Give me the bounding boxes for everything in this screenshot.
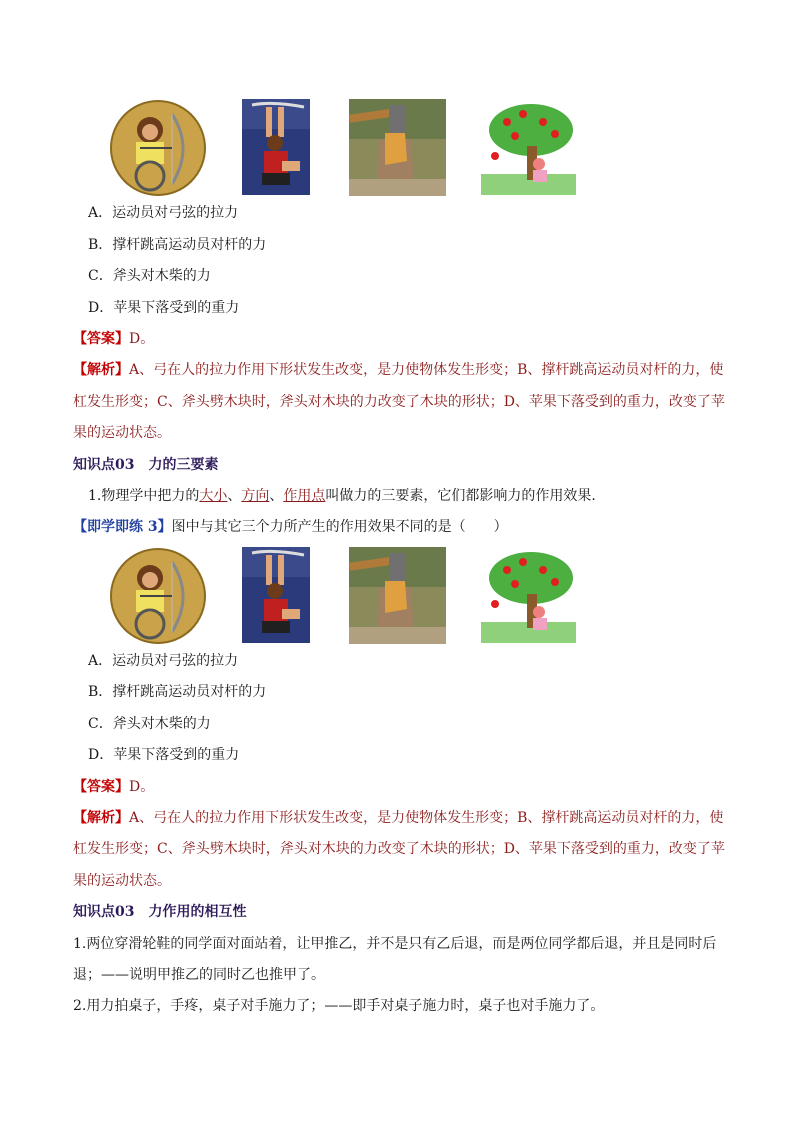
option-text: 苹果下落受到的重力: [113, 747, 240, 763]
option-text: 运动员对弓弦的拉力: [112, 653, 239, 669]
option-letter: D．: [88, 747, 114, 763]
option-d: [88, 298, 239, 318]
option-letter: B．: [88, 237, 113, 253]
option-text: 苹果下落受到的重力: [113, 300, 240, 316]
analysis-label: 【解析】: [73, 810, 129, 826]
analysis-line-2: 杠发生形变；C、斧头劈木块时，斧头对木块的力改变了木块的形状；D、苹果下落受到的重力，改变了苹: [73, 841, 725, 857]
practice-label: 【即学即练 3】: [73, 519, 172, 535]
kp4-paragraph-2: 2.用力拍桌子，手疼，桌子对手施力了；——即手对桌子施力时，桌子也对手施力了。: [73, 998, 605, 1014]
kp3-term-point: 作用点: [283, 488, 326, 504]
option-letter: A．: [88, 205, 113, 221]
analysis-line-2: 杠发生形变；C、斧头劈木块时，斧头对木块的力改变了木块的形状；D、苹果下落受到的重力，改变了苹: [73, 394, 725, 410]
option-c: [88, 266, 211, 286]
analysis-text: A、弓在人的拉力作用下形状发生改变，是力使物体发生形变；B、撑杆跳高运动员对杆的力，使: [129, 362, 724, 378]
kp4-paragraph-1-line-1: 1.两位穿滑轮鞋的同学面对面站着，让甲推乙，并不是只有乙后退，而是两位同学都后退，并且是同时后: [73, 936, 717, 952]
option-b: [88, 682, 266, 702]
option-b: [88, 235, 266, 255]
option-text: 撑杆跳高运动员对杆的力: [112, 237, 267, 253]
kp3-heading: 知识点03 力的三要素: [73, 457, 219, 473]
kp3-paragraph: [88, 486, 596, 506]
option-a: [88, 203, 238, 223]
archer-image: [110, 548, 206, 644]
answer-line: [73, 777, 154, 797]
analysis-line-1: [73, 360, 723, 380]
answer-line: [73, 329, 154, 349]
practice-line: [73, 517, 508, 537]
option-c: [88, 714, 211, 734]
kp3-sep-2: 、: [269, 488, 284, 504]
option-letter: B．: [88, 684, 113, 700]
kp3-term-size: 大小: [199, 488, 228, 504]
analysis-line-1: [73, 808, 723, 828]
analysis-line-3: 果的运动状态。: [73, 425, 171, 441]
pole-vault-image: [242, 547, 310, 643]
kp3-text-pre: 1.物理学中把力的: [88, 488, 200, 504]
option-letter: A．: [88, 653, 113, 669]
kp4-heading: 知识点03 力作用的相互性: [73, 904, 247, 920]
analysis-label: 【解析】: [73, 362, 129, 378]
archer-image: [110, 100, 206, 196]
axe-wood-image: [349, 547, 446, 644]
apple-tree-image: [481, 548, 576, 643]
option-text: 斧头对木柴的力: [112, 268, 211, 284]
option-a: [88, 651, 238, 671]
option-letter: D．: [88, 300, 114, 316]
kp3-sep-1: 、: [227, 488, 242, 504]
option-letter: C．: [88, 268, 113, 284]
axe-wood-image: [349, 99, 446, 196]
option-d: [88, 745, 239, 765]
answer-label: 【答案】: [73, 331, 129, 347]
answer-label: 【答案】: [73, 779, 129, 795]
option-text: 斧头对木柴的力: [112, 716, 211, 732]
analysis-text: A、弓在人的拉力作用下形状发生改变，是力使物体发生形变；B、撑杆跳高运动员对杆的力，使: [129, 810, 724, 826]
kp4-paragraph-1-line-2: 退；——说明甲推乙的同时乙也推甲了。: [73, 967, 325, 983]
analysis-line-3: 果的运动状态。: [73, 873, 171, 889]
option-text: 运动员对弓弦的拉力: [112, 205, 239, 221]
option-letter: C．: [88, 716, 113, 732]
kp3-text-post: 叫做力的三要素，它们都影响力的作用效果.: [325, 488, 596, 504]
apple-tree-image: [481, 100, 576, 195]
kp3-term-direction: 方向: [241, 488, 270, 504]
answer-value: D。: [129, 331, 155, 347]
answer-value: D。: [129, 779, 155, 795]
practice-question: 图中与其它三个力所产生的作用效果不同的是（ ）: [171, 519, 508, 535]
option-text: 撑杆跳高运动员对杆的力: [112, 684, 267, 700]
pole-vault-image: [242, 99, 310, 195]
